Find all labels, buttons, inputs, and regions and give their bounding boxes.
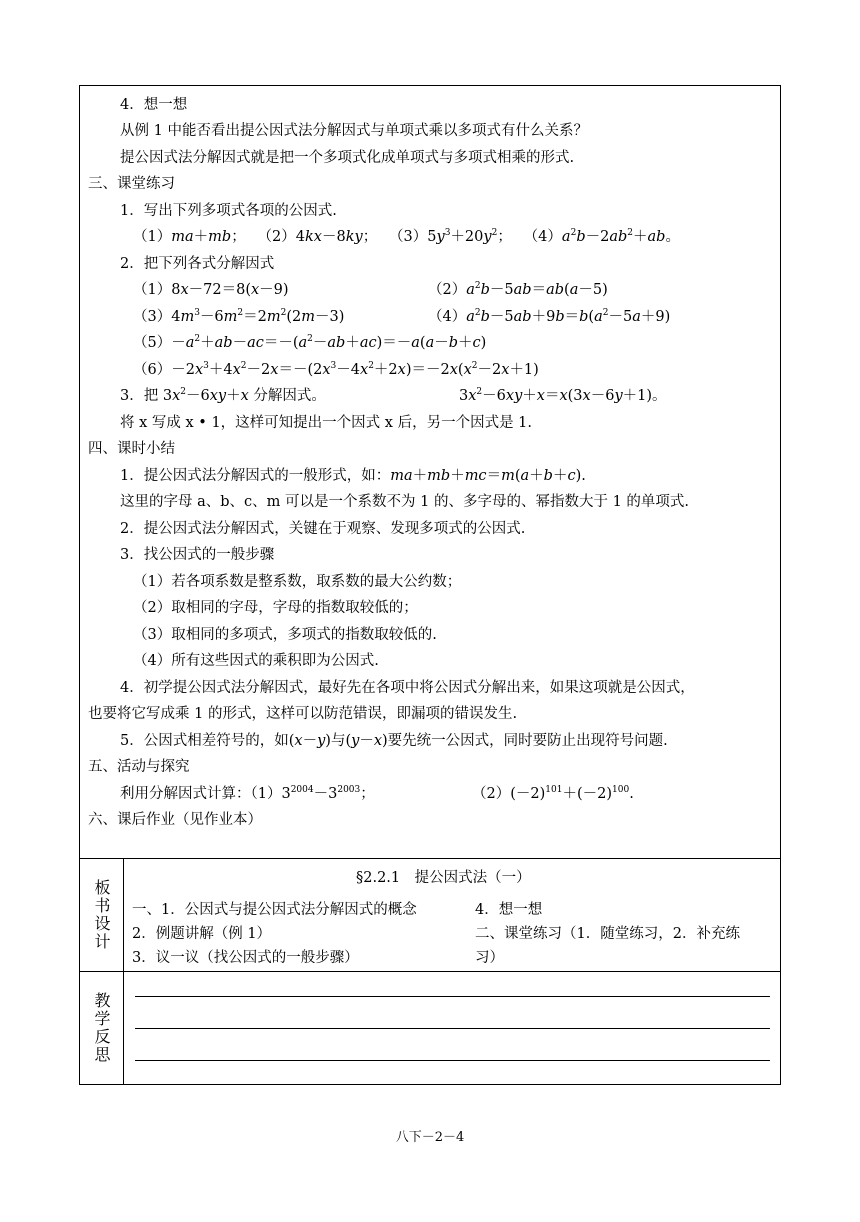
exercise-1-items: （1）ma＋mb； （2）4kx－8ky； $(3)5y^3+20y^2$； $(4)a^2b-2ab^2+ab$。 [133, 228, 680, 245]
section-3-title: 三、课堂练习 [88, 176, 175, 192]
summary-4a: 4．初学提公因式法分解因式，最好先在各项中将公因式分解出来，如果这项就是公因式， [120, 680, 695, 696]
section-6-title: 六、课后作业（见作业本） [88, 812, 262, 828]
board-right-2: 二、课堂练习（1．随堂练习，2．补充练 [475, 926, 740, 942]
section-4-title: 四、课时小结 [88, 441, 175, 457]
exercise-3: 3．把 $3x^2-6xy+x$ 分解因式。 [120, 387, 326, 404]
exercise-1-title: 1．写出下列多项式各项的公因式. [120, 203, 337, 219]
teaching-reflection-section [80, 972, 780, 1084]
page-footer: 八下－2－4 [395, 1130, 465, 1145]
activity-calc-1: 利用分解因式计算：$(1)3^{2004}-3^{2003}$； [120, 785, 375, 802]
board-left-1: 一、1．公因式与提公因式法分解因式的概念 [132, 902, 417, 918]
step-3: （3）取相同的多项式，多项式的指数取较低的. [133, 627, 437, 643]
board-design-label: 板书设计 [80, 859, 124, 971]
think-question: 从例 1 中能否看出提公因式法分解因式与单项式乘以多项式有什么关系？ [120, 123, 588, 139]
section-5-title: 五、活动与探究 [88, 759, 190, 775]
think-title: 4．想一想 [120, 97, 188, 113]
board-right-3: 习） [475, 950, 504, 966]
lesson-plan-table [79, 85, 781, 1085]
exercise-2-item-5: $(5)-a^2+ab-ac=-(a^2-ab+ac)=-a(a-b+c)$ [133, 334, 487, 351]
reflection-line [135, 1028, 770, 1029]
board-title: §2.2.1 提公因式法（一） [356, 870, 531, 886]
board-design-section [80, 859, 780, 972]
step-1: （1）若各项系数是整系数，取系数的最大公约数； [133, 574, 462, 590]
summary-5: 5．公因式相差符号的，如(x－y)与(y－x)要先统一公因式，同时要防止出现符号问题. [120, 733, 668, 749]
summary-1: 1．提公因式法分解因式的一般形式，如：ma＋mb＋mc＝m(a＋b＋c). [120, 468, 586, 484]
exercise-3-note: 将 x 写成 x • 1，这样可知提出一个因式 x 后，另一个因式是 1. [120, 415, 533, 431]
step-2: （2）取相同的字母，字母的指数取较低的； [133, 600, 418, 616]
board-left-3: 3．议一议（找公因式的一般步骤） [132, 950, 359, 966]
summary-2: 2．提公因式法分解因式，关键在于观察、发现多项式的公因式. [120, 521, 526, 537]
exercise-2-item-4: $(4)a^2b-5ab+9b=b(a^2-5a+9)$ [428, 308, 671, 325]
reflection-line [135, 1060, 770, 1061]
exercise-2-title: 2．把下列各式分解因式 [120, 256, 275, 272]
think-answer: 提公因式法分解因式就是把一个多项式化成单项式与多项式相乘的形式. [120, 150, 575, 166]
board-left-2: 2．例题讲解（例 1） [132, 926, 272, 942]
teaching-reflection-label: 教学反思 [80, 972, 124, 1084]
step-4: （4）所有这些因式的乘积即为公因式. [133, 653, 379, 669]
exercise-2-item-1: （1）8x－72＝8(x－9) [133, 282, 289, 298]
summary-4b: 也要将它写成乘 1 的形式，这样可以防范错误，即漏项的错误发生. [88, 706, 518, 722]
activity-calc-2: $(2)(-2)^{101}+(-2)^{100}$. [472, 785, 634, 802]
exercise-3-answer: $3x^2-6xy+x=x(3x-6y+1)$。 [459, 387, 667, 404]
exercise-2-item-2: $(2)a^2b-5ab=ab(a-5)$ [428, 281, 608, 298]
reflection-line [135, 996, 770, 997]
board-right-1: 4．想一想 [475, 902, 543, 918]
summary-3: 3．找公因式的一般步骤 [120, 547, 275, 563]
summary-1-note: 这里的字母 a、b、c、m 可以是一个系数不为 1 的、多字母的、幂指数大于 1 的单项式. [120, 494, 690, 510]
lesson-body [80, 86, 780, 859]
exercise-2-item-3: $(3)4m^3-6m^2=2m^2(2m-3)$ [133, 308, 345, 325]
exercise-2-item-6: $(6)-2x^3+4x^2-2x=-(2x^3-4x^2+2x)=-2x(x^2-2x+1)$ [133, 361, 539, 378]
